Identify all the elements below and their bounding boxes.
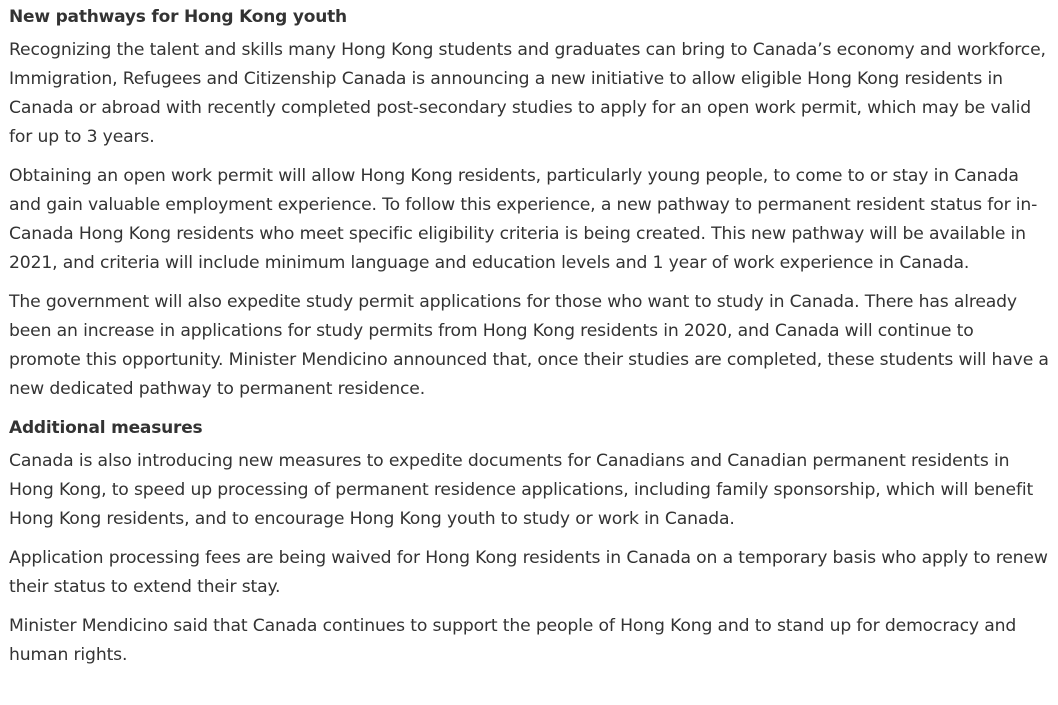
paragraph-minister-statement: Minister Mendicino said that Canada continues to support the people of Hong Kong and to stand up for democracy and human rights. [9, 616, 1017, 665]
section-heading-additional-measures: Additional measures [9, 418, 203, 438]
paragraph-fees-waived: Application processing fees are being waived for Hong Kong residents in Canada on a temporary basis who apply to renew their status to extend their stay. [9, 548, 1048, 597]
paragraph-permanent-resident-pathway: Obtaining an open work permit will allow Hong Kong residents, particularly young people, to come to or stay in Canada and gain valuable employment experience. To follow this experience, a new pathway to permanent resident status for in-Canada Hong Kong residents who meet specific eligibility criteria is being created. This new pathway will be available in 2021, and criteria will include minimum language and education levels and 1 year of work experience in Canada. [9, 166, 1038, 273]
paragraph-expedite-documents: Canada is also introducing new measures to expedite documents for Canadians and Canadian permanent residents in Hong Kong, to speed up processing of permanent residence applications, including family sponsorship, which will benefit Hong Kong residents, and to encourage Hong Kong youth to study or work in Canada. [9, 451, 1034, 529]
article-body [9, 3, 1049, 680]
section-heading-new-pathways: New pathways for Hong Kong youth [9, 7, 347, 27]
paragraph-study-permits: The government will also expedite study permit applications for those who want to study in Canada. There has already been an increase in applications for study permits from Hong Kong residents in 2020, and Canada will continue to promote this opportunity. Minister Mendicino announced that, once their studies are completed, these students will have a new dedicated pathway to permanent residence. [9, 292, 1049, 399]
paragraph-open-work-permit: Recognizing the talent and skills many Hong Kong students and graduates can bring to Canada’s economy and workforce, Immigration, Refugees and Citizenship Canada is announcing a new initiative to allow eligible Hong Kong residents in Canada or abroad with recently completed post-secondary studies to apply for an open work permit, which may be valid for up to 3 years. [9, 40, 1046, 147]
